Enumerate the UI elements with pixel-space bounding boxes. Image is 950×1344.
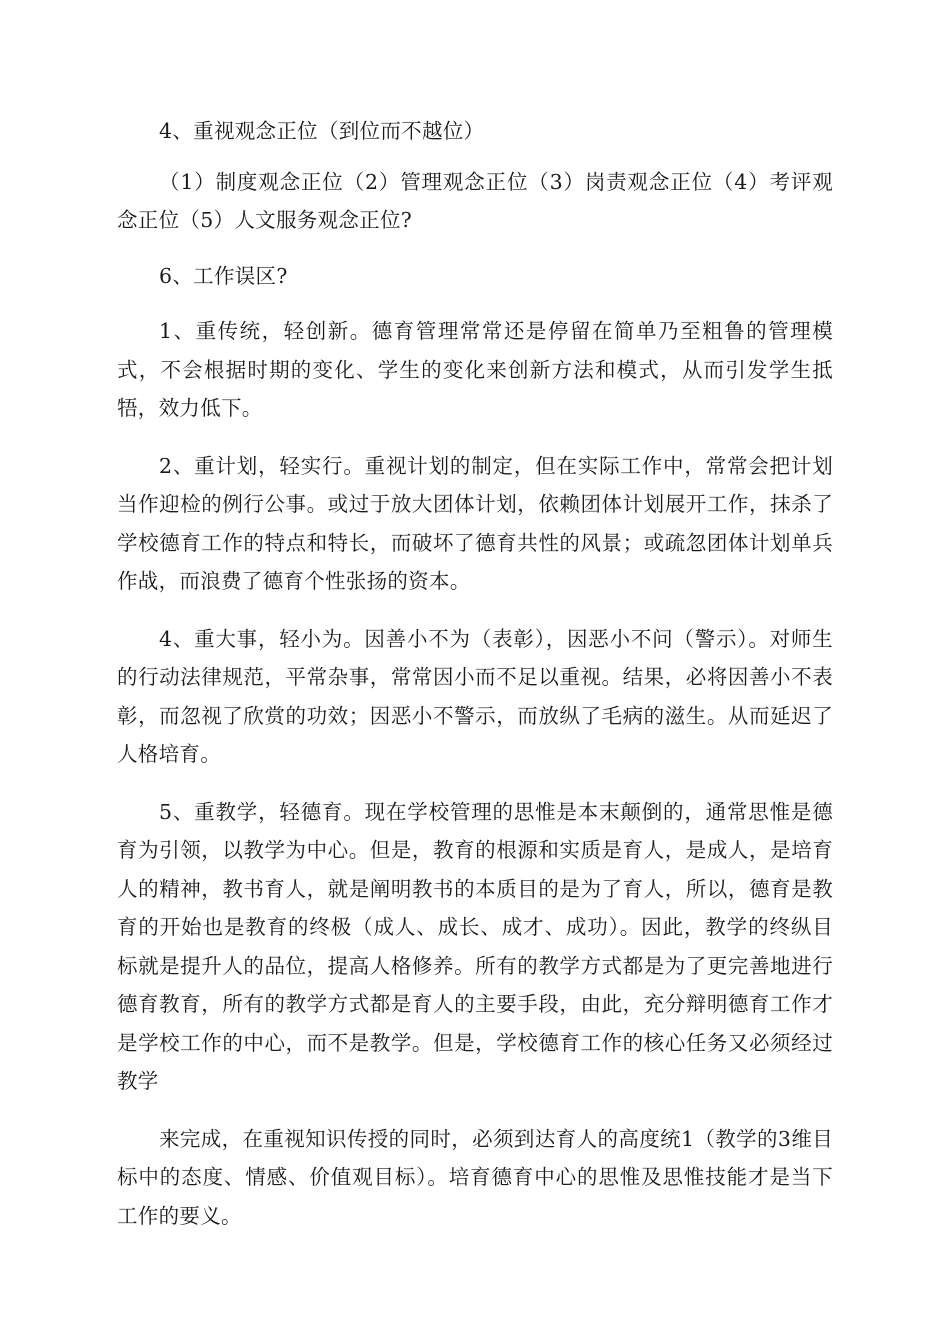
paragraph-big-small-matters: 4、重大事，轻小为。因善小不为（表彰），因恶小不问（警示）。对师生的行动法律规范，平常杂事，常常因小而不足以重视。结果，必将因善小不表彰，而忽视了欣赏的功效；因恶小不警示，而放纵了毛病的滋生。从而延迟了人格培育。 xyxy=(117,626,833,766)
heading-work-misconceptions: 6、工作误区? xyxy=(159,263,288,288)
paragraph-completion: 来完成，在重视知识传授的同时，必须到达育人的高度统1（教学的3维目标中的态度、情感、价值观目标）。培育德育中心的思惟及思惟技能才是当下工作的要义。 xyxy=(117,1126,833,1228)
heading-concept-positioning: 4、重视观念正位（到位而不越位） xyxy=(159,119,485,143)
paragraph-teaching-moral-education: 5、重教学，轻德育。现在学校管理的思惟是本末颠倒的，通常思惟是德育为引领，以教学为中心。但是，教育的根源和实质是育人，是成人，是培育人的精神，教书育人，就是阐明教书的本质目的是为了育人，所以，德育是教育的开始也是教育的终极（成人、成长、成才、成功）。因此，教学的终纵目标就是提升人的品位，提高人格修养。所有的教学方式都是为了更完善地进行德育教育，所有的教学方式都是育人的主要手段，由此，充分辩明德育工作才是学校工作的中心，而不是教学。但是，学校德育工作的核心任务又必须经过教学 xyxy=(117,799,833,1093)
document-page xyxy=(117,112,833,1235)
paragraph-tradition-innovation: 1、重传统，轻创新。德育管理常常还是停留在简单乃至粗鲁的管理模式，不会根据时期的变化、学生的变化来创新方法和模式，从而引发学生抵牾，效力低下。 xyxy=(117,319,833,420)
paragraph-concept-list: （1）制度观念正位（2）管理观念正位（3）岗责观念正位（4）考评观念正位（5）人文服务观念正位? xyxy=(117,169,833,232)
paragraph-plan-execution: 2、重计划，轻实行。重视计划的制定，但在实际工作中，常常会把计划当作迎检的例行公事。或过于放大团体计划，依赖团体计划展开工作，抹杀了学校德育工作的特点和特长，而破坏了德育共性的风景；或疏忽团体计划单兵作战，而浪费了德育个性张扬的资本。 xyxy=(117,453,833,593)
